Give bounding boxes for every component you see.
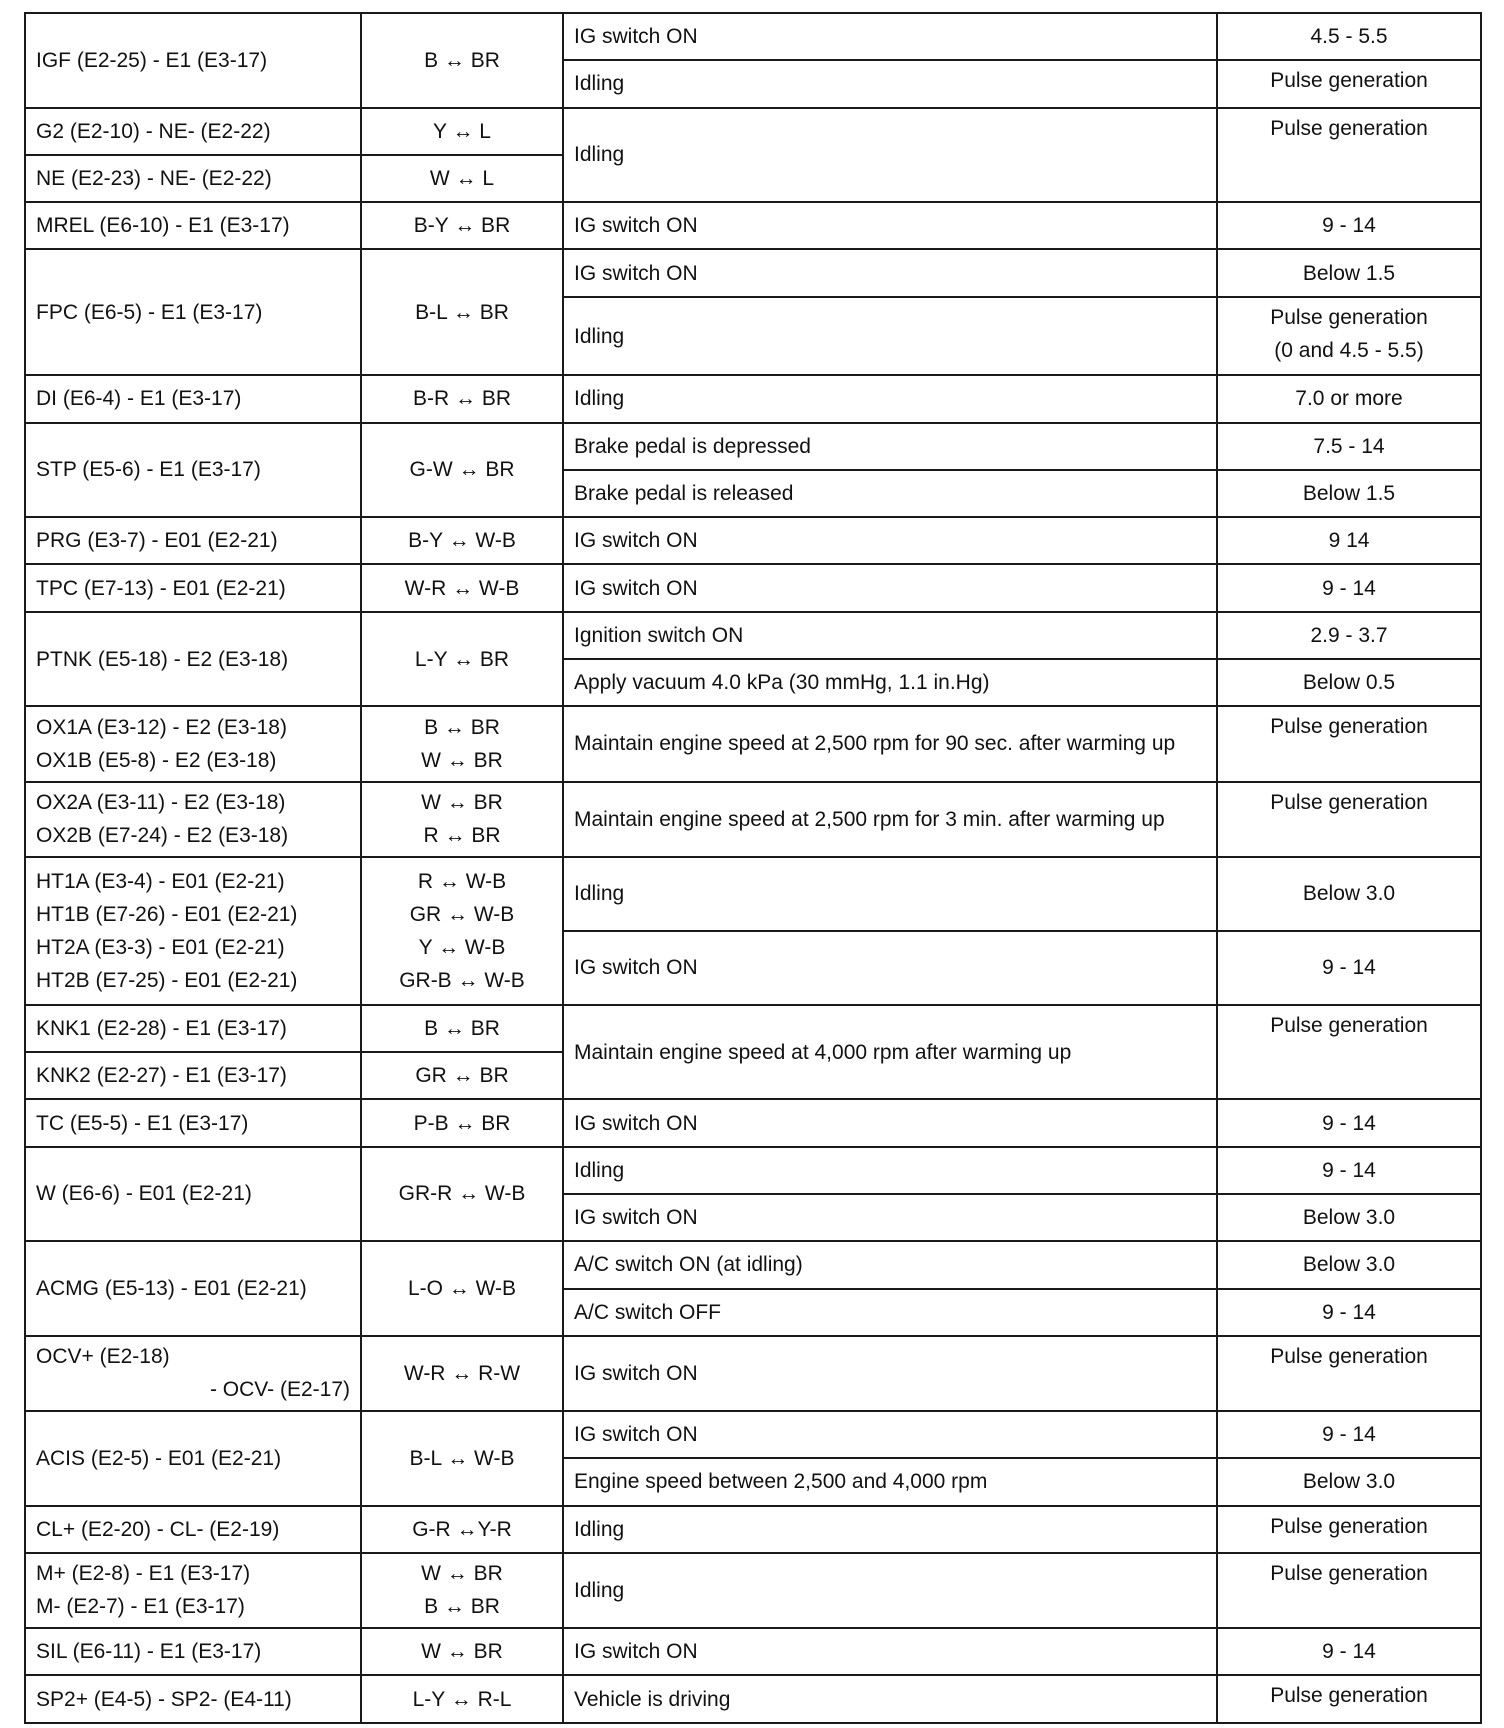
terminal-cell-line: OCV+ (E2-18) <box>36 1345 170 1369</box>
terminal-cell <box>25 155 361 202</box>
terminal-cell-line: SP2+ (E4-5) - SP2- (E4-11) <box>36 1687 292 1711</box>
terminal-cell-line: STP (E5-6) - E1 (E3-17) <box>36 458 261 482</box>
condition-cell <box>563 13 1217 60</box>
terminal-cell <box>25 1241 361 1336</box>
specified-condition-cell <box>1217 423 1481 470</box>
condition-cell <box>563 659 1217 706</box>
specified-condition-cell-line: 2.9 - 3.7 <box>1310 623 1388 647</box>
specified-condition-cell <box>1217 1099 1481 1146</box>
wiring-color-cell <box>361 13 563 108</box>
terminal-cell <box>25 1005 361 1052</box>
condition-cell <box>563 1147 1217 1194</box>
condition-text: Maintain engine speed at 2,500 rpm for 90 sec. after warming up <box>574 732 1176 756</box>
condition-cell <box>563 1241 1217 1288</box>
terminal-cell <box>25 375 361 422</box>
wiring-color-cell <box>361 1553 563 1628</box>
specified-condition-cell <box>1217 375 1481 422</box>
condition-cell <box>563 423 1217 470</box>
specified-condition-cell <box>1217 782 1481 857</box>
wiring-color-cell <box>361 1675 563 1723</box>
wiring-color-cell <box>361 1628 563 1675</box>
wiring-color-cell-line: GR-R ↔ W-B <box>398 1182 526 1206</box>
wiring-color-cell-line: W ↔ BR <box>421 1640 503 1664</box>
table-row <box>25 202 1481 249</box>
specified-condition-cell-line: 7.0 or more <box>1295 387 1403 411</box>
condition-text: Idling <box>574 143 625 167</box>
condition-text: IG switch ON <box>574 1361 698 1385</box>
specified-condition-cell <box>1217 517 1481 564</box>
condition-cell <box>563 1194 1217 1241</box>
terminal-cell <box>25 108 361 155</box>
specified-condition-cell-line: 9 - 14 <box>1322 1423 1376 1447</box>
terminal-cell-line: TC (E5-5) - E1 (E3-17) <box>36 1111 249 1135</box>
specified-condition-cell <box>1217 108 1481 203</box>
wiring-color-cell <box>361 1411 563 1506</box>
wiring-color-cell-line: Y ↔ W-B <box>418 935 506 959</box>
specified-condition-cell-line: Pulse generation <box>1270 1514 1428 1538</box>
wiring-color-cell-line: B-L ↔ BR <box>415 300 509 324</box>
wiring-color-cell-line: B-Y ↔ W-B <box>408 529 516 553</box>
condition-cell <box>563 470 1217 517</box>
terminal-cell <box>25 1336 361 1411</box>
specified-condition-cell <box>1217 706 1481 781</box>
specified-condition-cell-line: Below 3.0 <box>1302 1206 1396 1230</box>
specified-condition-cell-line: Below 0.5 <box>1302 671 1396 695</box>
condition-text: Maintain engine speed at 2,500 rpm for 3 min. after warming up <box>574 807 1165 831</box>
wiring-color-cell-line: R ↔ BR <box>423 824 501 848</box>
condition-cell <box>563 1553 1217 1628</box>
terminal-cell <box>25 1147 361 1242</box>
condition-cell <box>563 1675 1217 1723</box>
specified-condition-cell <box>1217 60 1481 107</box>
terminal-cell-line: - OCV- (E2-17) <box>209 1378 350 1402</box>
condition-text: IG switch ON <box>574 1111 698 1135</box>
terminal-cell-line: IGF (E2-25) - E1 (E3-17) <box>36 48 268 72</box>
specified-condition-cell-line: 9 - 14 <box>1322 214 1376 238</box>
condition-text: IG switch ON <box>574 25 698 49</box>
terminal-cell <box>25 857 361 1005</box>
wiring-color-cell-line: GR-B ↔ W-B <box>399 968 525 992</box>
terminal-cell-line: KNK1 (E2-28) - E1 (E3-17) <box>36 1016 287 1040</box>
condition-cell <box>563 1005 1217 1100</box>
wiring-color-cell <box>361 517 563 564</box>
table-row <box>25 1005 1481 1052</box>
table-row <box>25 782 1481 857</box>
terminal-cell-line: KNK2 (E2-27) - E1 (E3-17) <box>36 1064 287 1088</box>
specified-condition-cell <box>1217 1628 1481 1675</box>
wiring-color-cell <box>361 1336 563 1411</box>
table-row <box>25 375 1481 422</box>
specified-condition-cell-line: Pulse generation <box>1270 1684 1428 1708</box>
specified-condition-cell <box>1217 13 1481 60</box>
specified-condition-cell <box>1217 564 1481 611</box>
wiring-color-cell <box>361 1099 563 1146</box>
specified-condition-cell-line: Pulse generation <box>1270 790 1428 814</box>
terminal-cell-line: CL+ (E2-20) - CL- (E2-19) <box>36 1517 280 1541</box>
condition-text: Idling <box>574 324 625 348</box>
condition-text: Idling <box>574 72 625 96</box>
terminal-cell-line: M+ (E2-8) - E1 (E3-17) <box>36 1562 251 1586</box>
terminal-cell <box>25 1411 361 1506</box>
wiring-color-cell <box>361 108 563 155</box>
specified-condition-cell-line: Pulse generation <box>1270 69 1428 93</box>
specified-condition-cell-line: Pulse generation <box>1270 1013 1428 1037</box>
specified-condition-cell <box>1217 1458 1481 1505</box>
specified-condition-cell <box>1217 202 1481 249</box>
table-row <box>25 612 1481 659</box>
specified-condition-cell <box>1217 1506 1481 1553</box>
terminal-cell <box>25 706 361 781</box>
condition-text: IG switch ON <box>574 1206 698 1230</box>
terminal-cell-line: NE (E2-23) - NE- (E2-22) <box>36 167 272 191</box>
condition-text: Ignition switch ON <box>574 623 744 647</box>
wiring-color-cell <box>361 155 563 202</box>
wiring-color-cell-line: G-R ↔Y-R <box>412 1517 512 1541</box>
condition-text: IG switch ON <box>574 261 698 285</box>
specified-condition-cell-line: Below 3.0 <box>1302 1253 1396 1277</box>
wiring-color-cell-line: B ↔ BR <box>424 48 500 72</box>
condition-cell <box>563 1099 1217 1146</box>
condition-cell <box>563 1336 1217 1411</box>
specified-condition-cell <box>1217 931 1481 1005</box>
condition-cell <box>563 1458 1217 1505</box>
condition-text: Brake pedal is released <box>574 482 794 505</box>
terminal-cell-line: PTNK (E5-18) - E2 (E3-18) <box>36 647 289 671</box>
condition-cell <box>563 202 1217 249</box>
specified-condition-cell-line: Below 3.0 <box>1302 882 1396 906</box>
table-row <box>25 564 1481 611</box>
terminal-cell-line: TPC (E7-13) - E01 (E2-21) <box>36 576 286 600</box>
terminal-cell <box>25 1553 361 1628</box>
condition-text: IG switch ON <box>574 956 698 980</box>
terminal-cell-line: HT1B (E7-26) - E01 (E2-21) <box>36 902 298 926</box>
specified-condition-cell <box>1217 1147 1481 1194</box>
condition-cell <box>563 297 1217 375</box>
table-row <box>25 1336 1481 1411</box>
terminal-cell-line: ACMG (E5-13) - E01 (E2-21) <box>36 1277 307 1301</box>
wiring-color-cell <box>361 1005 563 1052</box>
wiring-color-cell <box>361 612 563 707</box>
condition-text: Idling <box>574 1578 625 1602</box>
table-row <box>25 1411 1481 1458</box>
terminal-cell-line: FPC (E6-5) - E1 (E3-17) <box>36 300 263 324</box>
terminal-cell-line: DI (E6-4) - E1 (E3-17) <box>36 387 242 411</box>
condition-cell <box>563 1289 1217 1336</box>
condition-cell <box>563 108 1217 203</box>
specified-condition-cell <box>1217 659 1481 706</box>
wiring-color-cell <box>361 202 563 249</box>
terminal-cell-line: HT1A (E3-4) - E01 (E2-21) <box>36 869 285 893</box>
terminal-cell-line: OX1A (E3-12) - E2 (E3-18) <box>36 715 287 739</box>
specified-condition-cell <box>1217 1241 1481 1288</box>
condition-text: Vehicle is driving <box>574 1687 731 1711</box>
specified-condition-cell-line: Pulse generation <box>1270 305 1428 329</box>
wiring-color-cell <box>361 782 563 857</box>
wiring-color-cell-line: B-Y ↔ BR <box>413 214 511 238</box>
terminal-cell <box>25 13 361 108</box>
condition-text: A/C switch ON (at idling) <box>574 1253 803 1277</box>
table-row <box>25 423 1481 470</box>
specified-condition-cell-line: 9 - 14 <box>1322 1111 1376 1135</box>
terminal-cell-line: ACIS (E2-5) - E01 (E2-21) <box>36 1446 282 1470</box>
condition-cell <box>563 517 1217 564</box>
specified-condition-cell <box>1217 857 1481 931</box>
wiring-color-cell-line: GR ↔ BR <box>415 1064 509 1088</box>
terminal-cell <box>25 612 361 707</box>
wiring-color-cell-line: GR ↔ W-B <box>409 902 515 926</box>
condition-text: A/C switch OFF <box>574 1300 722 1324</box>
terminal-cell-line: HT2A (E3-3) - E01 (E2-21) <box>36 935 285 959</box>
table-row <box>25 1675 1481 1723</box>
table-row <box>25 249 1481 296</box>
terminal-cell <box>25 1099 361 1146</box>
condition-cell <box>563 782 1217 857</box>
wiring-color-cell-line: B-R ↔ BR <box>412 387 511 411</box>
wiring-color-cell-line: Y ↔ L <box>433 119 491 143</box>
wiring-color-cell-line: L-O ↔ W-B <box>407 1277 517 1301</box>
wiring-color-cell <box>361 706 563 781</box>
specified-condition-cell-line: Below 3.0 <box>1302 1470 1396 1494</box>
wiring-color-cell-line: B ↔ BR <box>424 715 500 739</box>
condition-text: IG switch ON <box>574 576 698 600</box>
wiring-color-cell-line: W-R ↔ W-B <box>404 576 520 600</box>
specified-condition-cell <box>1217 1411 1481 1458</box>
table-row <box>25 1099 1481 1146</box>
wiring-color-cell-line: L-Y ↔ R-L <box>412 1687 512 1711</box>
specified-condition-cell <box>1217 1289 1481 1336</box>
wiring-color-cell-line: W-R ↔ R-W <box>403 1361 521 1385</box>
table-row <box>25 1553 1481 1628</box>
wiring-color-cell-line: B ↔ BR <box>424 1595 500 1619</box>
specified-condition-cell-line: (0 and 4.5 - 5.5) <box>1274 338 1424 362</box>
table-row <box>25 706 1481 781</box>
condition-text: IG switch ON <box>574 214 698 238</box>
wiring-color-cell <box>361 1052 563 1099</box>
terminal-cell-line: MREL (E6-10) - E1 (E3-17) <box>36 214 290 238</box>
wiring-color-cell <box>361 423 563 518</box>
specified-condition-cell <box>1217 297 1481 375</box>
terminal-cell-line: W (E6-6) - E01 (E2-21) <box>36 1182 252 1206</box>
table-row <box>25 1506 1481 1553</box>
condition-text: Idling <box>574 1158 625 1182</box>
wiring-color-cell-line: G-W ↔ BR <box>409 458 515 482</box>
specified-condition-cell-line: 9 14 <box>1328 529 1370 553</box>
terminal-cell-line: OX2B (E7-24) - E2 (E3-18) <box>36 824 289 848</box>
terminal-cell <box>25 202 361 249</box>
condition-text: Idling <box>574 387 625 411</box>
condition-text: Brake pedal is depressed <box>574 434 811 458</box>
terminal-cell-line: M- (E2-7) - E1 (E3-17) <box>36 1595 245 1619</box>
wiring-color-cell-line: P-B ↔ BR <box>413 1111 511 1135</box>
condition-text: Engine speed between 2,500 and 4,000 rpm <box>574 1470 988 1494</box>
wiring-color-cell-line: B-L ↔ W-B <box>409 1446 515 1470</box>
condition-cell <box>563 931 1217 1005</box>
specified-condition-cell-line: 9 - 14 <box>1322 1640 1376 1664</box>
condition-cell <box>563 1506 1217 1553</box>
specified-condition-cell-line: 9 - 14 <box>1322 1158 1376 1182</box>
condition-cell <box>563 1628 1217 1675</box>
specified-condition-cell-line: 9 - 14 <box>1322 576 1376 600</box>
terminal-cell <box>25 249 361 375</box>
specified-condition-cell-line: Pulse generation <box>1270 116 1428 140</box>
condition-text: Idling <box>574 882 625 906</box>
specified-condition-cell-line: Pulse generation <box>1270 715 1428 739</box>
specified-condition-cell-line: Below 1.5 <box>1302 482 1396 505</box>
ecm-terminal-voltage-table <box>24 12 1482 1724</box>
terminal-cell-line: SIL (E6-11) - E1 (E3-17) <box>36 1640 262 1664</box>
specified-condition-cell-line: Pulse generation <box>1270 1561 1428 1585</box>
wiring-color-cell <box>361 1241 563 1336</box>
specified-condition-cell <box>1217 612 1481 659</box>
condition-text: Maintain engine speed at 4,000 rpm after warming up <box>574 1040 1072 1064</box>
terminal-cell <box>25 782 361 857</box>
specified-condition-cell <box>1217 1675 1481 1723</box>
condition-cell <box>563 1411 1217 1458</box>
wiring-color-cell-line: W ↔ BR <box>421 1562 503 1586</box>
wiring-color-cell <box>361 1506 563 1553</box>
condition-text: IG switch ON <box>574 1640 698 1664</box>
terminal-cell <box>25 423 361 518</box>
specified-condition-cell-line: 9 - 14 <box>1322 956 1376 980</box>
condition-cell <box>563 857 1217 931</box>
terminal-cell-line: PRG (E3-7) - E01 (E2-21) <box>36 529 278 553</box>
terminal-cell <box>25 517 361 564</box>
table-row <box>25 13 1481 60</box>
terminal-cell <box>25 1675 361 1723</box>
wiring-color-cell-line: W ↔ L <box>429 167 495 191</box>
condition-cell <box>563 60 1217 107</box>
specified-condition-cell-line: 4.5 - 5.5 <box>1310 25 1388 49</box>
specified-condition-cell <box>1217 470 1481 517</box>
specified-condition-cell-line: 7.5 - 14 <box>1313 434 1385 458</box>
wiring-color-cell-line: W ↔ BR <box>421 748 503 772</box>
terminal-cell-line: HT2B (E7-25) - E01 (E2-21) <box>36 968 298 992</box>
specified-condition-cell <box>1217 1553 1481 1628</box>
wiring-color-cell-line: W ↔ BR <box>421 791 503 815</box>
condition-cell <box>563 375 1217 422</box>
condition-text: Apply vacuum 4.0 kPa (30 mmHg, 1.1 in.Hg) <box>574 671 990 695</box>
condition-text: IG switch ON <box>574 529 698 553</box>
wiring-color-cell-line: R ↔ W-B <box>417 869 507 893</box>
wiring-color-cell-line: B ↔ BR <box>424 1016 500 1040</box>
condition-cell <box>563 249 1217 296</box>
terminal-cell <box>25 1506 361 1553</box>
condition-text: Idling <box>574 1517 625 1541</box>
table-row <box>25 108 1481 155</box>
table-row <box>25 517 1481 564</box>
wiring-color-cell <box>361 375 563 422</box>
specified-condition-cell <box>1217 1194 1481 1241</box>
wiring-color-cell <box>361 1147 563 1242</box>
table-row <box>25 857 1481 931</box>
condition-cell <box>563 612 1217 659</box>
terminal-cell <box>25 1052 361 1099</box>
terminal-cell <box>25 1628 361 1675</box>
terminal-cell <box>25 564 361 611</box>
wiring-color-cell <box>361 249 563 375</box>
table-row <box>25 1628 1481 1675</box>
terminal-cell-line: OX2A (E3-11) - E2 (E3-18) <box>36 791 286 815</box>
terminal-cell-line: G2 (E2-10) - NE- (E2-22) <box>36 119 271 143</box>
specified-condition-cell <box>1217 249 1481 296</box>
table-row <box>25 1147 1481 1194</box>
specified-condition-cell <box>1217 1005 1481 1100</box>
wiring-color-cell-line: L-Y ↔ BR <box>414 647 510 671</box>
condition-cell <box>563 706 1217 781</box>
specified-condition-cell-line: Pulse generation <box>1270 1344 1428 1368</box>
table-row <box>25 1241 1481 1288</box>
condition-cell <box>563 564 1217 611</box>
wiring-color-cell <box>361 857 563 1005</box>
specified-condition-cell <box>1217 1336 1481 1411</box>
wiring-color-cell <box>361 564 563 611</box>
terminal-cell-line: OX1B (E5-8) - E2 (E3-18) <box>36 748 277 772</box>
specified-condition-cell-line: Below 1.5 <box>1302 261 1396 285</box>
condition-text: IG switch ON <box>574 1423 698 1447</box>
specified-condition-cell-line: 9 - 14 <box>1322 1300 1376 1324</box>
